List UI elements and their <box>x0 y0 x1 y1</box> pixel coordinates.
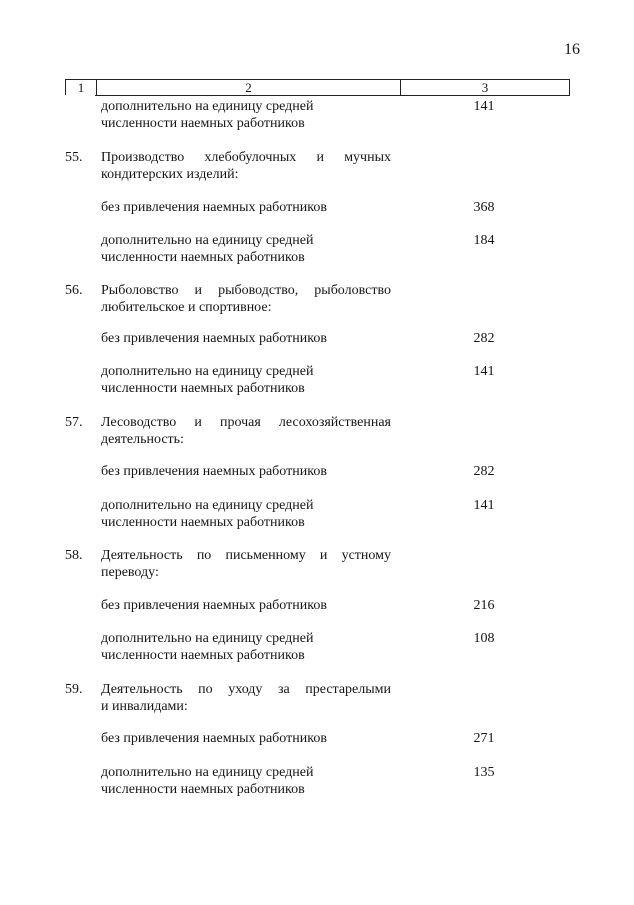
section-number: 57. <box>65 415 83 430</box>
row-b-label-line-2: численности наемных работников <box>101 648 305 663</box>
row-b-label-line-1: дополнительно на единицу средней <box>101 631 314 646</box>
continuation-label-line-1: дополнительно на единицу средней <box>101 99 314 114</box>
row-b-label-line-1: дополнительно на единицу средней <box>101 765 314 780</box>
continuation-label-line-2: численности наемных работников <box>101 116 305 131</box>
row-b-label-line-2: численности наемных работников <box>101 381 305 396</box>
section-number: 59. <box>65 682 83 697</box>
section-title <box>101 414 391 448</box>
section-title-line-1: Лесоводство и прочая лесохозяйственная <box>101 415 391 430</box>
row-b-label-line-2: численности наемных работников <box>101 515 305 530</box>
section-number: 55. <box>65 150 83 165</box>
row-a-value: 368 <box>473 200 495 215</box>
page-number: 16 <box>564 41 580 58</box>
row-a-value: 282 <box>473 331 495 346</box>
section-title-line-1: Производство хлебобулочных и мучных <box>101 150 391 165</box>
section-title <box>101 681 391 715</box>
row-a-label: без привлечения наемных работников <box>101 464 327 479</box>
section-title <box>101 282 391 316</box>
row-b-label-line-1: дополнительно на единицу средней <box>101 364 314 379</box>
row-b-label-line-1: дополнительно на единицу средней <box>101 233 314 248</box>
row-a-label: без привлечения наемных работников <box>101 200 327 215</box>
section-title-line-1: Деятельность по письменному и устному <box>101 548 391 563</box>
row-a-label: без привлечения наемных работников <box>101 331 327 346</box>
section-title-line-2: и инвалидами: <box>101 699 188 714</box>
row-a-value: 271 <box>473 731 495 746</box>
table-header-rule <box>95 95 570 96</box>
continuation-value: 141 <box>473 99 495 114</box>
row-a-value: 282 <box>473 464 495 479</box>
section-title <box>101 149 391 183</box>
section-number: 56. <box>65 283 83 298</box>
table-header <box>65 79 570 95</box>
row-b-value: 184 <box>473 233 495 248</box>
section-title-line-1: Рыболовство и рыбоводство, рыболовство <box>101 283 391 298</box>
row-b-label-line-1: дополнительно на единицу средней <box>101 498 314 513</box>
section-title-line-1: Деятельность по уходу за престарелыми <box>101 682 391 697</box>
section-title-line-2: любительское и спортивное: <box>101 300 272 315</box>
row-a-label: без привлечения наемных работников <box>101 731 327 746</box>
table-header-col-3: 3 <box>481 80 489 95</box>
row-b-value: 108 <box>473 631 495 646</box>
row-b-label-line-2: численности наемных работников <box>101 250 305 265</box>
table-header-col-1: 1 <box>66 80 97 95</box>
row-b-value: 135 <box>473 765 495 780</box>
table-header-col-2: 2 <box>97 80 401 95</box>
section-title <box>101 547 391 581</box>
row-a-label: без привлечения наемных работников <box>101 598 327 613</box>
section-title-line-2: кондитерских изделий: <box>101 167 239 182</box>
row-a-value: 216 <box>473 598 495 613</box>
row-b-value: 141 <box>473 498 495 513</box>
section-title-line-2: деятельность: <box>101 432 184 447</box>
section-title-line-2: переводу: <box>101 565 159 580</box>
section-number: 58. <box>65 548 83 563</box>
row-b-value: 141 <box>473 364 495 379</box>
row-b-label-line-2: численности наемных работников <box>101 782 305 797</box>
